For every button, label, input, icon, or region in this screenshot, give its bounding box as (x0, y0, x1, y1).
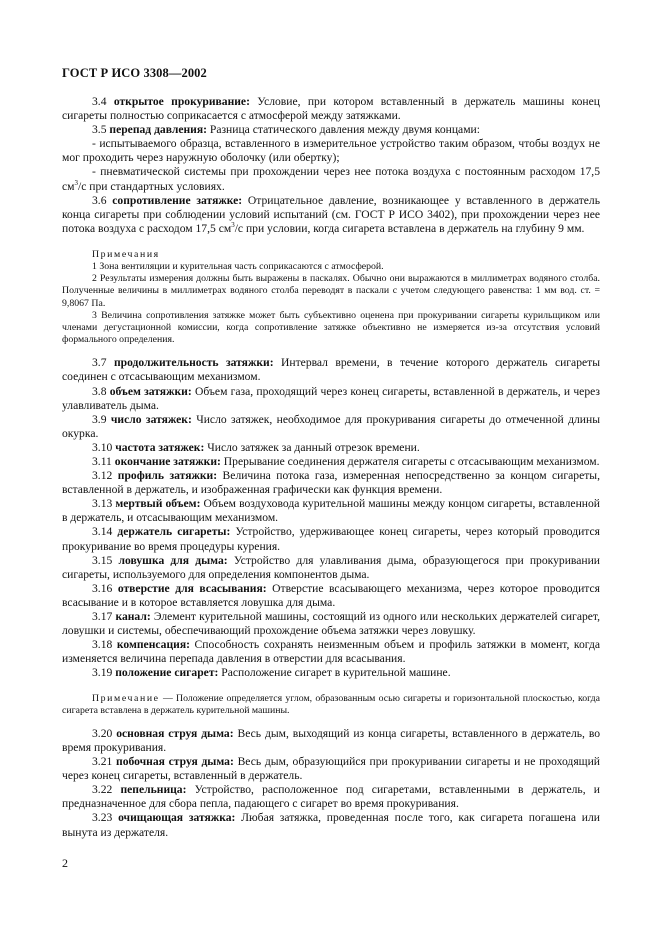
superscript: 3 (231, 220, 235, 229)
clause-text-tail: /с при условии, когда сигарета вставлена в держатель на глубину 9 мм. (234, 221, 585, 235)
clause-3-12 (62, 469, 600, 497)
clause-number: 3.4 (92, 95, 107, 108)
clause-3-17 (62, 610, 600, 638)
note-single (62, 693, 600, 717)
clause-3-15 (62, 554, 600, 582)
document-header: ГОСТ Р ИСО 3308—2002 (62, 66, 207, 80)
clause-term: канал: (115, 610, 151, 624)
clause-number: 3.12 (92, 469, 113, 483)
clause-number: 3.17 (92, 610, 113, 624)
clause-text: Весь дым, образующийся при прокуривании сигареты и не проходящий через конец сигареты, вставленный в держатель. (62, 755, 600, 783)
clause-term: основная струя дыма: (116, 726, 234, 740)
clause-term: отверстие для всасывания: (117, 581, 267, 595)
clause-3-4 (62, 95, 600, 123)
clause-3-23 (62, 811, 600, 839)
clause-text: Объем газа, проходящий через конец сигареты, вставленной в держатель, и через улавливатель дыма. (62, 384, 600, 412)
clause-text: Интервал времени, в течение которого держатель сигареты соединен с отсасывающим механизмом. (62, 356, 600, 384)
clause-term: мертвый объем: (115, 497, 201, 511)
superscript: 3 (74, 178, 78, 187)
dash-item (62, 165, 600, 193)
clause-3-7 (62, 356, 600, 384)
clauses-group-c (62, 727, 600, 840)
clause-text: Весь дым, выходящий из конца сигареты, вставленного в держатель, во время прокуривания. (62, 726, 601, 755)
dash-item: - испытываемого образца, вставленного в измерительное устройство таким образом, чтобы воздух не мог проходить через наружную оболочку (или обертку); (62, 137, 600, 165)
notes-title: Примечания (92, 248, 160, 260)
clause-term: окончание затяжки: (114, 455, 221, 469)
clause-3-13 (62, 497, 600, 525)
clause-text: Элемент курительной машины, состоящий из одного или нескольких держателей сигарет, ловушки и системы, обеспечивающий прохождение объема затяжки через ловушку. (62, 610, 600, 638)
page-number: 2 (62, 856, 68, 870)
clause-number: 3.20 (92, 726, 113, 740)
clause-3-5 (62, 123, 600, 137)
note-label: Примечание (92, 692, 160, 704)
clause-text: Любая затяжка, проведенная после того, как сигарета погашена или вынута из держателя. (62, 811, 600, 839)
clause-text: Способность сохранять неизменным объем и профиль затяжки в момент, когда изменяется величина перепада давления в отверстии для всасывания. (62, 638, 600, 666)
clause-term: держатель сигареты: (117, 525, 231, 539)
clause-number: 3.5 (92, 123, 107, 137)
clause-term: открытое прокуривание: (113, 95, 250, 108)
clause-text: Величина потока газа, измеренная непосредственно за концом сигареты, вставленной в держатель, и изображенная графически как функция времени. (62, 469, 600, 497)
clause-term: профиль затяжки: (117, 469, 218, 483)
dash-item-text: - пневматической системы при прохождении через нее потока воздуха с постоянным расходом 17,5 см (62, 165, 600, 193)
document-body (62, 95, 600, 840)
clauses-group-b (62, 356, 600, 680)
clause-text: Разница статического давления между двумя концами: (206, 123, 480, 137)
clause-3-18 (62, 638, 600, 666)
clause-term: компенсация: (116, 638, 190, 652)
clause-number: 3.21 (92, 755, 113, 769)
clause-text: Объем воздуховода курительной машины между концом сигареты, вставленной в держатель, и отсасывающим механизмом. (62, 497, 600, 525)
clause-text: Устройство, удерживающее конец сигареты, через который проводится прокуривание во время процедуры курения. (62, 525, 600, 553)
clause-3-11 (62, 455, 600, 469)
clause-text: Условие, при котором вставленный в держатель машины конец сигареты полностью соприкасается с атмосферой между затяжками. (62, 95, 600, 123)
clause-number: 3.11 (92, 455, 112, 469)
clause-3-16 (62, 582, 600, 610)
clause-text: Число затяжек, необходимое для прокуривания сигареты до отмеченной длины окурка. (62, 412, 600, 440)
clause-text: Расположение сигарет в курительной машине. (218, 666, 451, 680)
clause-term: частота затяжек: (115, 440, 205, 454)
clause-number: 3.10 (92, 440, 113, 454)
note-text: — Положение определяется углом, образованным осью сигареты и горизонтальной плоскостью, когда сигарета вставлена в держатель курительной машины. (62, 692, 600, 716)
clause-text: Отверстие всасывающего механизма, через которое проводится всасывание и в которое вставляется ловушка для дыма. (62, 581, 600, 609)
clause-term: пепельница: (120, 783, 187, 797)
clause-number: 3.7 (92, 356, 107, 370)
clause-number: 3.19 (92, 666, 113, 680)
note-item: 3 Величина сопротивления затяжке может быть субъективно оценена при прокуривании сигареты курильщиком или членами дегустационной комиссии, когда сопротивление затяжке объективно не измеряется из-за отсутствия условий формального определения. (62, 309, 600, 346)
clause-3-8 (62, 385, 600, 413)
clause-number: 3.15 (92, 553, 113, 567)
clause-3-10 (62, 441, 600, 455)
clause-term: очищающая затяжка: (118, 811, 236, 825)
clause-term: положение сигарет: (115, 666, 219, 680)
clause-number: 3.13 (92, 497, 113, 511)
clause-3-14 (62, 525, 600, 553)
clause-number: 3.22 (92, 783, 113, 797)
clause-number: 3.6 (92, 193, 107, 207)
dash-item-tail: /с при стандартных условиях. (77, 179, 225, 193)
clause-number: 3.23 (92, 811, 113, 825)
clause-term: продолжительность затяжки: (113, 356, 274, 370)
clause-term: число затяжек: (110, 412, 192, 426)
clause-text: Отрицательное давление, возникающее у вставленного в держатель конца сигареты при соблюдении условий испытаний (см. ГОСТ Р ИСО 3402), при прохождении через нее потока воздуха с расходом 17,5 см (62, 193, 600, 235)
clause-3-19 (62, 666, 600, 680)
clause-term: сопротивление затяжке: (112, 193, 243, 207)
clause-3-22 (62, 783, 600, 811)
clause-number: 3.8 (92, 384, 107, 398)
clause-3-21 (62, 755, 600, 783)
clause-number: 3.14 (92, 525, 113, 539)
clause-3-9 (62, 413, 600, 441)
clause-term: перепад давления: (109, 123, 207, 137)
clause-number: 3.16 (92, 581, 113, 595)
clause-number: 3.18 (92, 638, 113, 652)
clause-text: Устройство для улавливания дыма, образующегося при прокуривании сигареты, используемого для определения компонентов дыма. (62, 553, 600, 581)
note-item: 1 Зона вентиляции и курительная часть соприкасаются с атмосферой. (92, 260, 384, 272)
note-item: 2 Результаты измерения должны быть выражены в паскалях. Обычно они выражаются в миллиметрах водяного столба. Полученные величины в миллиметрах водяного столба переводят в паскали с учетом следующего равенства: 1 мм вод. ст. = 9,8067 Па. (62, 273, 600, 309)
clause-text: Прерывание соединения держателя сигареты с отсасывающим механизмом. (220, 455, 600, 469)
clause-term: побочная струя дыма: (116, 755, 234, 769)
clause-3-20 (62, 727, 600, 755)
clause-term: ловушка для дыма: (118, 553, 228, 567)
clause-text: Устройство, расположенное под сигаретами, вставленными в держатель, и предназначенное для сбора пепла, падающего с сигарет во время прокуривания. (62, 783, 600, 811)
clause-number: 3.9 (92, 412, 107, 426)
clause-term: объем затяжки: (109, 384, 192, 398)
clause-3-6 (62, 194, 600, 236)
clause-text: Число затяжек за данный отрезок времени. (204, 440, 420, 454)
